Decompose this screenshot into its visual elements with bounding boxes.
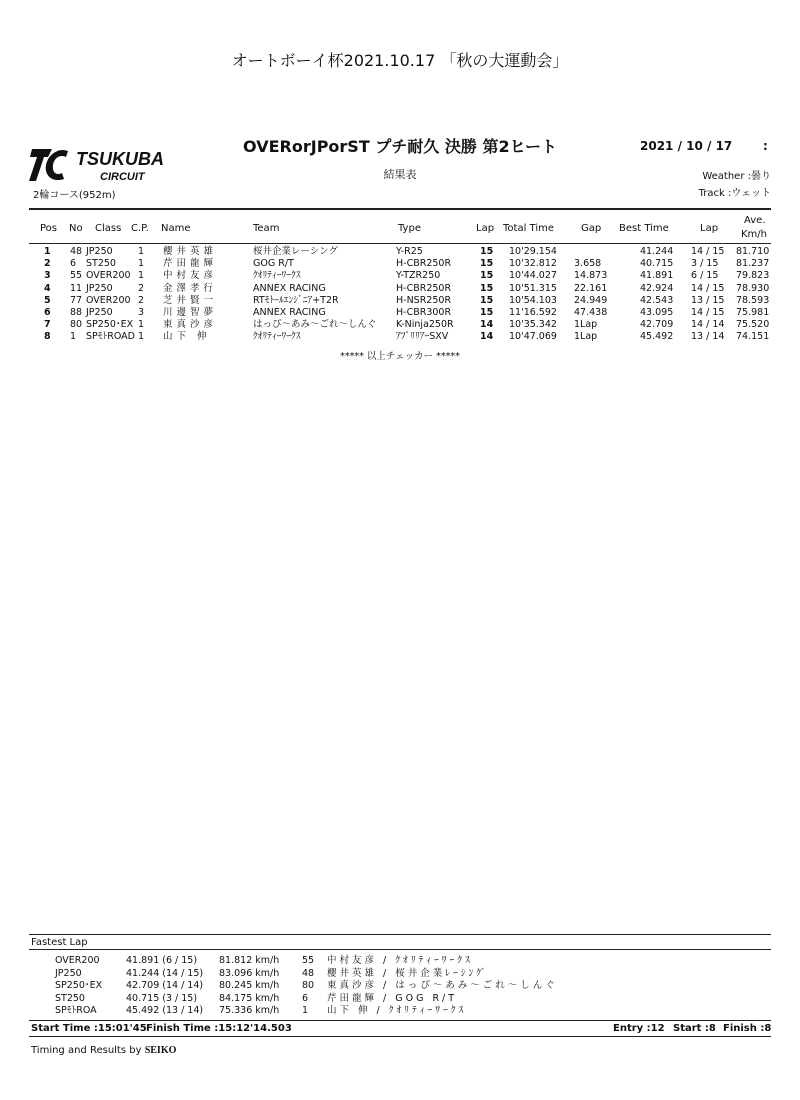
cell-type: H-NSR250R <box>396 294 452 306</box>
cell-best: 40.715 <box>640 258 674 270</box>
fastest-time: 41.244 (14 / 15) <box>126 967 204 979</box>
cell-laps: 3 / 15 <box>691 258 719 270</box>
cell-no: 11 <box>70 282 83 294</box>
cell-cp: 1 <box>138 258 145 270</box>
course-label: 2輪コース(952m) <box>33 190 116 201</box>
cell-class: ST250 <box>86 258 116 270</box>
cell-best: 45.492 <box>640 331 674 343</box>
cell-laps: 6 / 15 <box>691 270 719 282</box>
fastest-time: 45.492 (13 / 14) <box>126 1005 204 1016</box>
footer-bottom-rule <box>29 1036 771 1037</box>
cell-ave: 75.981 <box>736 307 770 318</box>
cell-cp: 2 <box>138 282 145 294</box>
cell-lap: 15 <box>480 282 494 294</box>
cell-ave: 75.520 <box>736 319 770 331</box>
cell-pos: 4 <box>44 282 51 294</box>
cell-pos: 7 <box>44 319 51 331</box>
cell-laps: 14 / 14 <box>691 319 725 331</box>
cell-lap: 15 <box>480 246 494 257</box>
fastest-rider: 山下 伸 / ｸｵﾘﾃｨｰﾜｰｸｽ <box>327 1005 467 1016</box>
footer-top-rule <box>29 1020 771 1021</box>
start-count: Start :8 <box>673 1023 716 1034</box>
table-row <box>0 319 800 331</box>
header-bottom-rule <box>29 243 771 244</box>
fastest-speed: 80.245 km/h <box>219 980 280 991</box>
fastest-class: SPﾓﾄROA <box>55 1005 97 1016</box>
fastest-speed: 75.336 km/h <box>219 1005 280 1016</box>
cell-name: 芝井賢一 <box>163 294 218 306</box>
col-type: Type <box>398 223 421 234</box>
col-best-time: Best Time <box>619 223 669 234</box>
entry-count: Entry :12 <box>613 1023 665 1034</box>
cell-pos: 8 <box>44 331 51 343</box>
cell-total: 10'44.027 <box>509 270 557 282</box>
cell-name: 芹田龍輝 <box>163 258 218 270</box>
cell-ave: 78.593 <box>736 294 770 306</box>
weather-info: Weather :曇り <box>702 171 771 182</box>
col-class: Class <box>95 223 122 234</box>
fastest-time: 40.715 (3 / 15) <box>126 992 198 1004</box>
cell-pos: 2 <box>44 258 51 270</box>
fastest-header-rule <box>29 949 771 950</box>
cell-no: 1 <box>70 331 77 343</box>
cell-lap: 15 <box>480 294 494 306</box>
cell-best: 41.244 <box>640 246 674 257</box>
cell-no: 55 <box>70 270 83 282</box>
fastest-time: 41.891 (6 / 15) <box>126 955 198 966</box>
cell-gap: 14.873 <box>574 270 608 282</box>
cell-class: OVER200 <box>86 270 131 282</box>
race-subtitle: 結果表 <box>383 168 417 181</box>
cell-laps: 13 / 14 <box>691 331 725 343</box>
cell-pos: 1 <box>44 246 51 257</box>
race-title: OVERorJPorST プチ耐久 決勝 第2ヒート <box>243 137 557 156</box>
col-team: Team <box>253 223 280 234</box>
cell-gap: 47.438 <box>574 307 608 318</box>
cell-no: 80 <box>70 319 83 331</box>
fastest-no: 80 <box>302 980 315 991</box>
cell-class: JP250 <box>86 282 113 294</box>
fastest-row <box>0 980 800 992</box>
cell-type: H-CBR250R <box>396 258 452 270</box>
cell-team: はっぴ～あみ～ごれ～しんぐ <box>253 319 377 331</box>
table-row <box>0 283 800 295</box>
cell-type: Y-TZR250 <box>396 270 441 282</box>
cell-cp: 1 <box>138 246 145 257</box>
cell-team: GOG R/T <box>253 258 294 270</box>
table-row <box>0 246 800 258</box>
col-no: No <box>69 223 83 234</box>
cell-class: SPﾓﾄROAD <box>86 331 135 343</box>
cell-best: 42.709 <box>640 319 674 331</box>
cell-lap: 15 <box>480 307 494 318</box>
cell-total: 10'32.812 <box>509 258 557 270</box>
cell-name: 東真沙彦 <box>163 319 218 331</box>
cell-total: 10'51.315 <box>509 282 557 294</box>
cell-ave: 81.237 <box>736 258 770 270</box>
cell-gap: 3.658 <box>574 258 602 270</box>
track-info: Track :ウェット <box>698 188 771 199</box>
cell-ave: 81.710 <box>736 246 770 257</box>
cell-gap: 22.161 <box>574 282 608 294</box>
cell-gap: 1Lap <box>574 319 598 331</box>
fastest-class: JP250 <box>55 967 82 979</box>
cell-cp: 2 <box>138 294 145 306</box>
cell-laps: 13 / 15 <box>691 294 725 306</box>
cell-no: 88 <box>70 307 83 318</box>
cell-name: 山下 伸 <box>163 331 211 343</box>
cell-total: 10'35.342 <box>509 319 557 331</box>
col-best-lap: Lap <box>700 223 719 234</box>
svg-text:TSUKUBA: TSUKUBA <box>76 149 164 169</box>
cell-best: 41.891 <box>640 270 674 282</box>
header-top-rule <box>29 208 771 210</box>
fastest-top-rule <box>29 934 771 935</box>
cell-ave: 79.823 <box>736 270 770 282</box>
fastest-row <box>0 1005 800 1017</box>
cell-cp: 1 <box>138 270 145 282</box>
cell-cp: 1 <box>138 331 145 343</box>
cell-type: K-Ninja250R <box>396 319 454 331</box>
cell-team: ｸｵﾘﾃｨｰﾜｰｸｽ <box>253 270 301 282</box>
cell-team: ANNEX RACING <box>253 282 326 294</box>
cell-no: 48 <box>70 246 83 257</box>
cell-team: RTﾓﾄｰﾙｴﾝｼﾞﾆｱ+T2R <box>253 294 339 306</box>
cell-no: 77 <box>70 294 83 306</box>
cell-best: 42.924 <box>640 282 674 294</box>
time-placeholder: : <box>763 139 768 153</box>
cell-class: JP250 <box>86 246 113 257</box>
finish-time: Finish Time :15:12'14.503 <box>146 1023 292 1034</box>
cell-class: OVER200 <box>86 294 131 306</box>
cell-type: Y-R25 <box>396 246 423 257</box>
cell-lap: 15 <box>480 258 494 270</box>
checker-line: ***** 以上チェッカー ***** <box>340 351 460 362</box>
cell-gap: 1Lap <box>574 331 598 343</box>
cell-team: ｸｵﾘﾃｨｰﾜｰｸｽ <box>253 331 301 343</box>
cell-pos: 6 <box>44 307 51 318</box>
cell-laps: 14 / 15 <box>691 246 725 257</box>
cell-best: 43.095 <box>640 307 674 318</box>
table-row <box>0 331 800 343</box>
fastest-speed: 81.812 km/h <box>219 955 280 966</box>
seiko-brand: SEIKO <box>144 1045 177 1056</box>
cell-total: 10'29.154 <box>509 246 557 257</box>
cell-laps: 14 / 15 <box>691 307 725 318</box>
cell-gap: 24.949 <box>574 294 608 306</box>
cell-pos: 3 <box>44 270 51 282</box>
fastest-no: 1 <box>302 1005 309 1016</box>
col-gap: Gap <box>581 223 602 234</box>
timing-credit <box>31 1045 176 1056</box>
fastest-lap-heading: Fastest Lap <box>31 937 88 948</box>
col-cp: C.P. <box>131 223 149 234</box>
fastest-class: OVER200 <box>55 955 100 966</box>
fastest-no: 55 <box>302 955 315 966</box>
col-ave: Ave. <box>744 215 766 226</box>
cell-ave: 74.151 <box>736 331 770 343</box>
start-time: Start Time :15:01'45 <box>31 1023 147 1034</box>
cell-name: 櫻井英雄 <box>163 246 218 257</box>
cell-name: 川邊智夢 <box>163 307 218 318</box>
col-pos: Pos <box>40 223 58 234</box>
cell-team: ANNEX RACING <box>253 307 326 318</box>
col-ave-unit: Km/h <box>741 229 768 240</box>
cell-lap: 14 <box>480 331 494 343</box>
cell-lap: 14 <box>480 319 494 331</box>
svg-text:CIRCUIT: CIRCUIT <box>100 171 145 183</box>
race-date: 2021 / 10 / 17 <box>640 139 733 153</box>
credit-text: Timing and Results by <box>31 1045 142 1056</box>
cell-cp: 3 <box>138 307 145 318</box>
table-row <box>0 307 800 319</box>
fastest-class: ST250 <box>55 992 85 1004</box>
cell-cp: 1 <box>138 319 145 331</box>
fastest-row <box>0 968 800 980</box>
fastest-rider: 東真沙彦 / はっぴ～あみ～ごれ～しんぐ <box>327 980 558 991</box>
cell-best: 42.543 <box>640 294 674 306</box>
fastest-speed: 83.096 km/h <box>219 967 280 979</box>
cell-pos: 5 <box>44 294 51 306</box>
cell-total: 10'47.069 <box>509 331 557 343</box>
cell-class: JP250 <box>86 307 113 318</box>
fastest-class: SP250･EX <box>55 980 103 991</box>
cell-total: 10'54.103 <box>509 294 557 306</box>
cell-no: 6 <box>70 258 77 270</box>
cell-type: ｱﾌﾟﾘﾘｱｰSXV <box>396 331 449 343</box>
fastest-time: 42.709 (14 / 14) <box>126 980 204 991</box>
col-name: Name <box>161 223 191 234</box>
fastest-no: 48 <box>302 967 315 979</box>
cell-name: 金澤孝行 <box>163 282 218 294</box>
table-row <box>0 258 800 270</box>
fastest-row <box>0 993 800 1005</box>
cell-ave: 78.930 <box>736 282 770 294</box>
fastest-rider: 櫻井英雄 / 桜井企業ﾚｰｼﾝｸﾞ <box>327 967 489 979</box>
fastest-rider: 芹田龍輝 / GOG R/T <box>327 992 458 1004</box>
fastest-speed: 84.175 km/h <box>219 992 280 1004</box>
col-lap: Lap <box>476 223 495 234</box>
finish-count: Finish :8 <box>723 1023 772 1034</box>
fastest-rider: 中村友彦 / ｸｵﾘﾃｨｰﾜｰｸｽ <box>327 955 473 966</box>
cell-name: 中村友彦 <box>163 270 218 282</box>
fastest-row <box>0 955 800 967</box>
document-title: オートボーイ杯2021.10.17 「秋の大運動会」 <box>231 51 569 70</box>
cell-type: H-CBR300R <box>396 307 452 318</box>
cell-team: 桜井企業レーシング <box>253 246 338 257</box>
tsukuba-circuit-logo <box>28 143 203 185</box>
table-row <box>0 295 800 307</box>
fastest-no: 6 <box>302 992 309 1004</box>
col-total-time: Total Time <box>503 223 555 234</box>
cell-type: H-CBR250R <box>396 282 452 294</box>
cell-total: 11'16.592 <box>509 307 557 318</box>
cell-laps: 14 / 15 <box>691 282 725 294</box>
cell-lap: 15 <box>480 270 494 282</box>
table-row <box>0 270 800 282</box>
cell-class: SP250･EX <box>86 319 134 331</box>
